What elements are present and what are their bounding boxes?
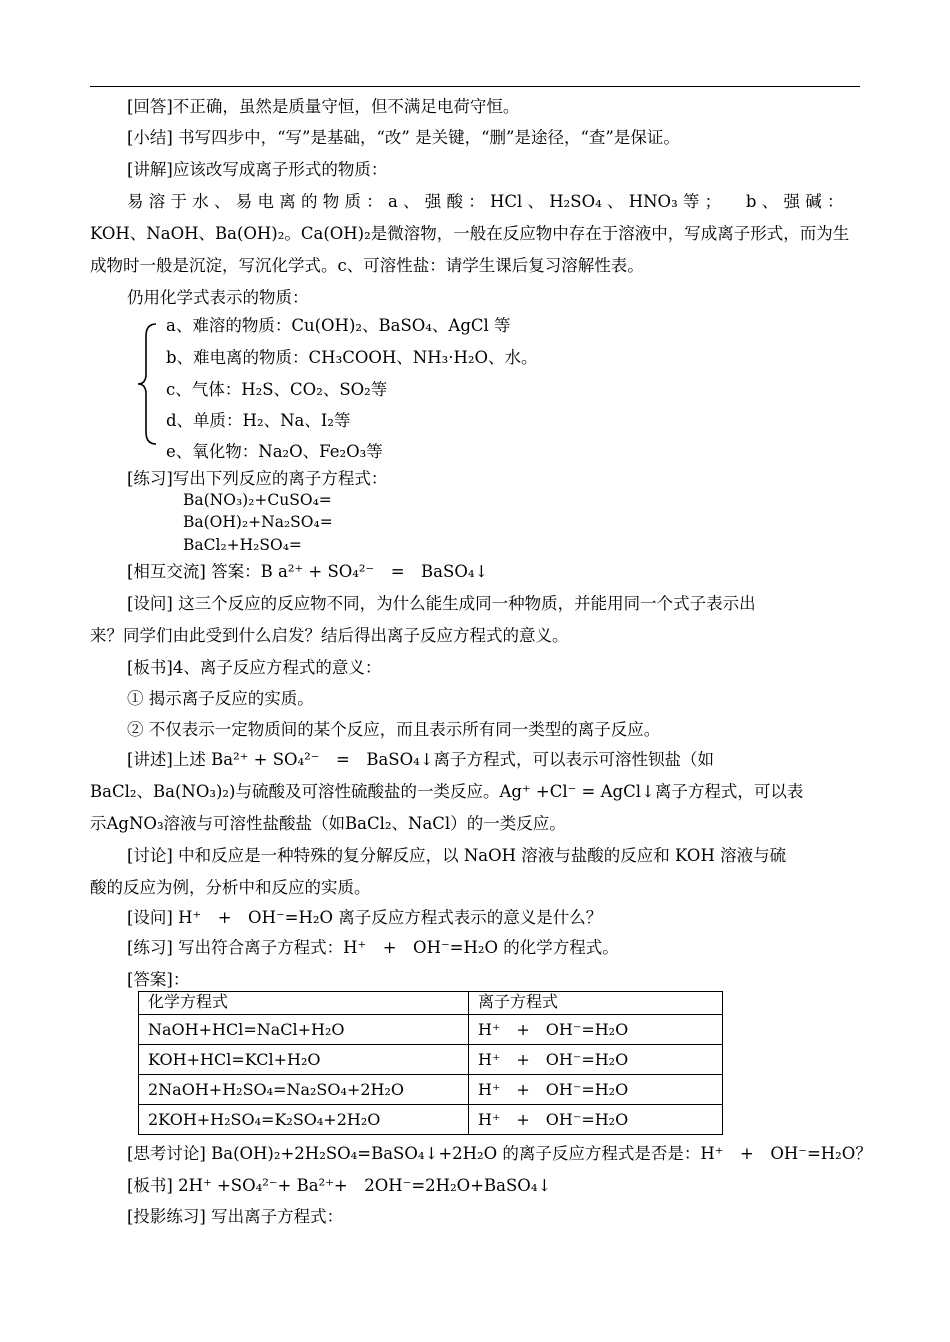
left-brace-icon [136, 322, 162, 446]
discussion-line: [思考讨论] Ba(OH)₂+2H₂SO₄=BaSO₄↓+2H₂O 的离子反应方程式是否是：H⁺ + OH⁻=H₂O？ [127, 1144, 872, 1163]
table-row [139, 1045, 723, 1075]
discussion-line: 酸的反应为例，分析中和反应的实质。 [90, 878, 371, 897]
reaction-line: BaCl₂+H₂SO₄= [183, 536, 302, 554]
answer-line: [回答]不正确，虽然是质量守恒，但不满足电荷守恒。 [127, 97, 520, 116]
answer-label: [答案]： [127, 970, 190, 989]
table-cell: 2KOH+H₂SO₄=K₂SO₄+2H₂O [139, 1105, 469, 1135]
table-row [139, 1105, 723, 1135]
table-row [139, 1075, 723, 1105]
exchange-answer: [相互交流] 答案：B a²⁺ + SO₄²⁻ = BaSO₄↓ [127, 562, 489, 581]
paragraph-line: 仍用化学式表示的物质： [127, 288, 309, 307]
header-rule [90, 86, 860, 87]
table-cell: H⁺ + OH⁻=H₂O [469, 1015, 723, 1045]
answer-table [138, 991, 723, 1135]
table-cell: KOH+HCl=KCl+H₂O [139, 1045, 469, 1075]
question-line: [设问] H⁺ + OH⁻=H₂O 离子反应方程式表示的意义是什么？ [127, 908, 603, 927]
meaning-item: ① 揭示离子反应的实质。 [127, 689, 314, 708]
summary-line: [小结] 书写四步中，“写”是基础，“改” 是关键，“删”是途径，“查”是保证。 [127, 128, 680, 147]
table-header-row [139, 992, 723, 1015]
list-item: b、难电离的物质：CH₃COOH、NH₃·H₂O、水。 [166, 348, 538, 367]
board-line: [板书] 2H⁺ +SO₄²⁻+ Ba²⁺+ 2OH⁻=2H₂O+BaSO₄↓ [127, 1176, 552, 1195]
list-item: c、气体：H₂S、CO₂、SO₂等 [166, 380, 388, 399]
reaction-line: Ba(OH)₂+Na₂SO₄= [183, 513, 333, 531]
narration-line: 示AgNO₃溶液与可溶性盐酸盐（如BaCl₂、NaCl）的一类反应。 [90, 814, 566, 833]
list-item: e、氧化物：Na₂O、Fe₂O₃等 [166, 442, 383, 461]
paragraph-line: 易 溶 于 水 、 易 电 离 的 物 质 ： a 、 强 酸 ： HCl 、 H₂SO₄ 、 HNO₃ 等 ； b 、 强 碱 ： [127, 192, 844, 211]
table-cell: H⁺ + OH⁻=H₂O [469, 1105, 723, 1135]
table-row [139, 1015, 723, 1045]
table-cell: NaOH+HCl=NaCl+H₂O [139, 1015, 469, 1045]
table-cell: H⁺ + OH⁻=H₂O [469, 1045, 723, 1075]
projection-exercise: [投影练习] 写出离子方程式： [127, 1207, 344, 1226]
exercise-line: [练习] 写出符合离子方程式：H⁺ + OH⁻=H₂O 的化学方程式。 [127, 938, 619, 957]
table-cell: 2NaOH+H₂SO₄=Na₂SO₄+2H₂O [139, 1075, 469, 1105]
paragraph-line: KOH、NaOH、Ba(OH)₂。Ca(OH)₂是微溶物，一般在反应物中存在于溶液中，写成离子形式，而为生 [90, 224, 850, 243]
column-header: 化学方程式 [139, 992, 469, 1015]
column-header: 离子方程式 [469, 992, 723, 1015]
narration-line: BaCl₂、Ba(NO₃)₂)与硫酸及可溶性硫酸盐的一类反应。Ag⁺ +Cl⁻ = AgCl↓离子方程式，可以表 [90, 782, 804, 801]
reaction-line: Ba(NO₃)₂+CuSO₄= [183, 491, 332, 509]
explanation-heading: [讲解]应该改写成离子形式的物质： [127, 160, 388, 179]
table-cell: H⁺ + OH⁻=H₂O [469, 1075, 723, 1105]
question-line: [设问] 这三个反应的反应物不同，为什么能生成同一种物质，并能用同一个式子表示出 [127, 594, 756, 613]
question-line: 来？同学们由此受到什么启发？结后得出离子反应方程式的意义。 [90, 626, 569, 645]
board-heading: [板书]4、离子反应方程式的意义： [127, 658, 382, 677]
meaning-item: ② 不仅表示一定物质间的某个反应，而且表示所有同一类型的离子反应。 [127, 720, 661, 739]
exercise-heading: [练习]写出下列反应的离子方程式： [127, 469, 388, 488]
discussion-line: [讨论] 中和反应是一种特殊的复分解反应，以 NaOH 溶液与盐酸的反应和 KOH 溶液与硫 [127, 846, 787, 865]
list-item: d、单质：H₂、Na、I₂等 [166, 411, 351, 430]
narration-line: [讲述]上述 Ba²⁺ + SO₄²⁻ = BaSO₄↓离子方程式，可以表示可溶性钡盐（如 [127, 750, 715, 769]
paragraph-line: 成物时一般是沉淀，写沉化学式。c、可溶性盐：请学生课后复习溶解性表。 [90, 256, 644, 275]
list-item: a、难溶的物质：Cu(OH)₂、BaSO₄、AgCl 等 [166, 316, 511, 335]
